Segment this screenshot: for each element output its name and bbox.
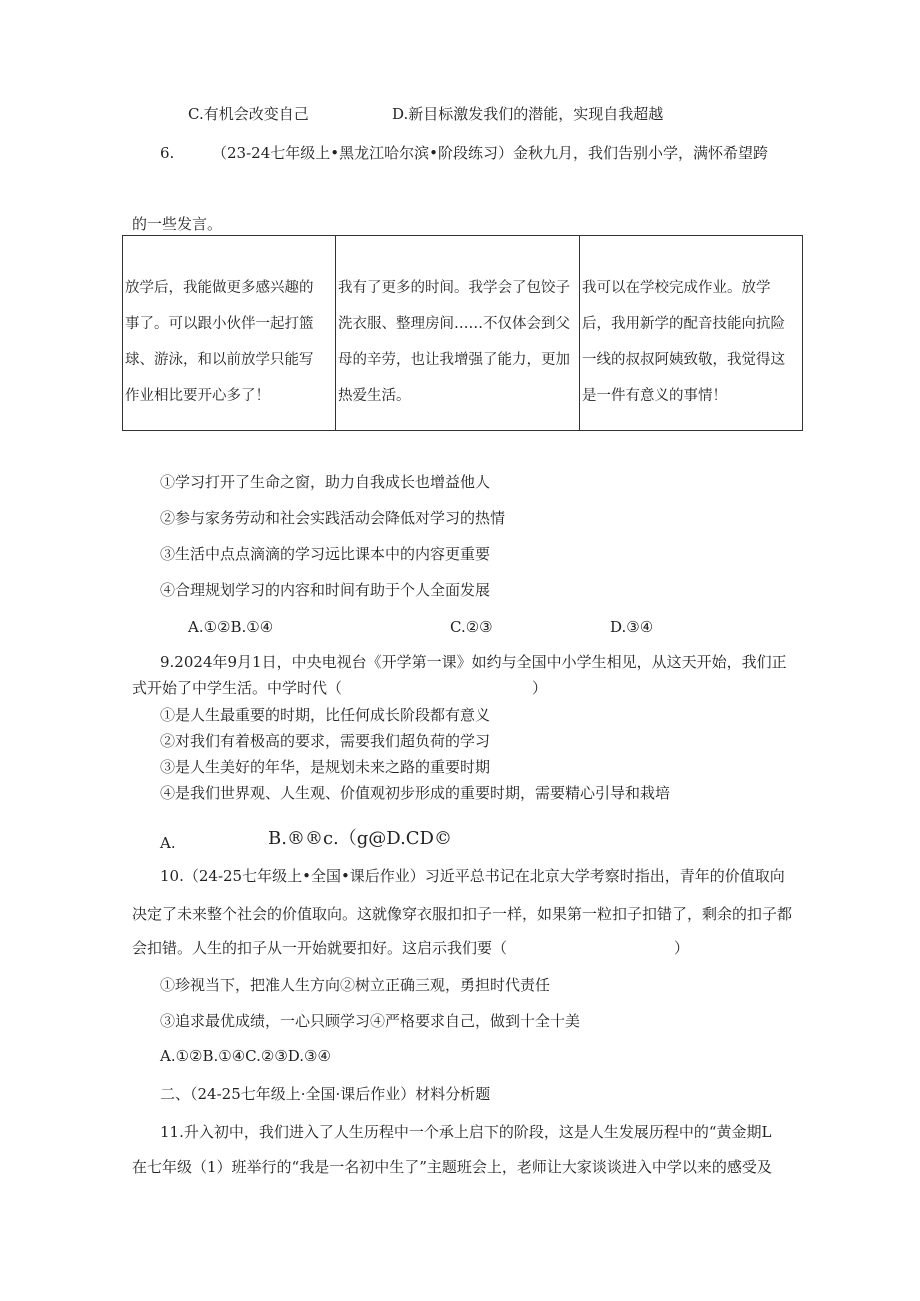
q6-stem-continued: 的一些发言。 xyxy=(132,215,223,233)
q6-statement-4: ④合理规划学习的内容和时间有助于个人全面发展 xyxy=(160,581,491,599)
q10-answer-paren: ） xyxy=(674,939,690,957)
cell-line: 母的辛劳，也让我增强了能力，更加 xyxy=(338,352,570,368)
q6-statements-table xyxy=(122,235,803,431)
cell-line: 球、游泳，和以前放学只能写 xyxy=(125,352,314,368)
cell-line: 放学后，我能做更多感兴趣的 xyxy=(125,280,314,296)
cell-line: 事了。可以跟小伙伴一起打篮 xyxy=(125,316,314,332)
cell-line: 洗衣服、整理房间……不仅体会到父 xyxy=(338,316,570,332)
cell-line: 一线的叔叔阿姨致敬，我觉得这 xyxy=(582,352,785,368)
q9-stem-line-2: 式开始了中学生活。中学时代（ xyxy=(132,679,343,697)
q6-number: 6. xyxy=(160,144,175,162)
q9-statement-2: ②对我们有着极高的要求，需要我们超负荷的学习 xyxy=(160,732,491,750)
q9-options-garbled: B.®®c.（g@D.CD© xyxy=(268,828,452,849)
q6-statement-3: ③生活中点点滴滴的学习远比课本中的内容更重要 xyxy=(160,545,491,563)
cell-line: 后，我用新学的配音技能向抗险 xyxy=(582,316,785,332)
q10-stem-line-2: 决定了未来整个社会的价值取向。这就像穿衣服扣扣子一样，如果第一粒扣子扣错了，剩余的扣子都 xyxy=(132,905,793,923)
q6-statement-1: ①学习打开了生命之窗，助力自我成长也增益他人 xyxy=(160,473,491,491)
cell-line: 热爱生活。 xyxy=(338,388,411,404)
q10-stem-line-1: 10.（24-25七年级上•全国•课后作业）习近平总书记在北京大学考察时指出，青年的价值取向 xyxy=(160,867,785,885)
q9-stem-line-1: 9.2024年9月1日，中央电视台《开学第一课》如约与全国中小学生相见，从这天开始，我们正 xyxy=(160,653,787,671)
q9-answer-paren: ） xyxy=(532,679,548,697)
q6-option-c: C.②③ xyxy=(450,618,493,636)
table-cell xyxy=(580,236,803,431)
q10-statements-line-1: ①珍视当下，把准人生方向②树立正确三观，勇担时代责任 xyxy=(160,976,551,994)
q5-option-d: D.新目标激发我们的潜能，实现自我超越 xyxy=(392,105,664,123)
cell-line: 我可以在学校完成作业。放学 xyxy=(582,280,771,296)
section-2-heading: 二、（24-25七年级上·全国·课后作业）材料分析题 xyxy=(160,1085,491,1103)
q9-option-a: A. xyxy=(160,834,176,852)
q6-option-ab: A.①②B.①④ xyxy=(188,618,274,636)
table-cell xyxy=(336,236,580,431)
q11-line-1: 11.升入初中，我们进入了人生历程中一个承上启下的阶段，这是人生发展历程中的“黄金期L xyxy=(160,1123,772,1141)
cell-line: 作业相比要开心多了！ xyxy=(125,388,270,404)
q6-option-d: D.③④ xyxy=(610,618,654,636)
q9-statement-3: ③是人生美好的年华，是规划未来之路的重要时期 xyxy=(160,758,491,776)
table-cell xyxy=(123,236,336,431)
q10-stem-line-3: 会扣错。人生的扣子从一开始就要扣好。这启示我们要（ xyxy=(132,939,508,957)
q5-option-c: C.有机会改变自己 xyxy=(188,105,309,123)
q11-line-2: 在七年级（1）班举行的“我是一名初中生了”主题班会上，老师让大家谈谈进入中学以来的感受及 xyxy=(132,1158,772,1176)
q6-statement-2: ②参与家务劳动和社会实践活动会降低对学习的热情 xyxy=(160,509,506,527)
q10-statements-line-2: ③追求最优成绩，一心只顾学习④严格要求自己，做到十全十美 xyxy=(160,1012,581,1030)
q10-options: A.①②B.①④C.②③D.③④ xyxy=(160,1047,331,1065)
q6-stem: （23-24七年级上•黑龙江哈尔滨•阶段练习）金秋九月，我们告别小学，满怀希望跨 xyxy=(212,144,768,162)
q9-statement-1: ①是人生最重要的时期，比任何成长阶段都有意义 xyxy=(160,706,491,724)
cell-line: 我有了更多的时间。我学会了包饺子 xyxy=(338,280,570,296)
q9-statement-4: ④是我们世界观、人生观、价值观初步形成的重要时期，需要精心引导和栽培 xyxy=(160,784,671,802)
cell-line: 是一件有意义的事情！ xyxy=(582,388,727,404)
